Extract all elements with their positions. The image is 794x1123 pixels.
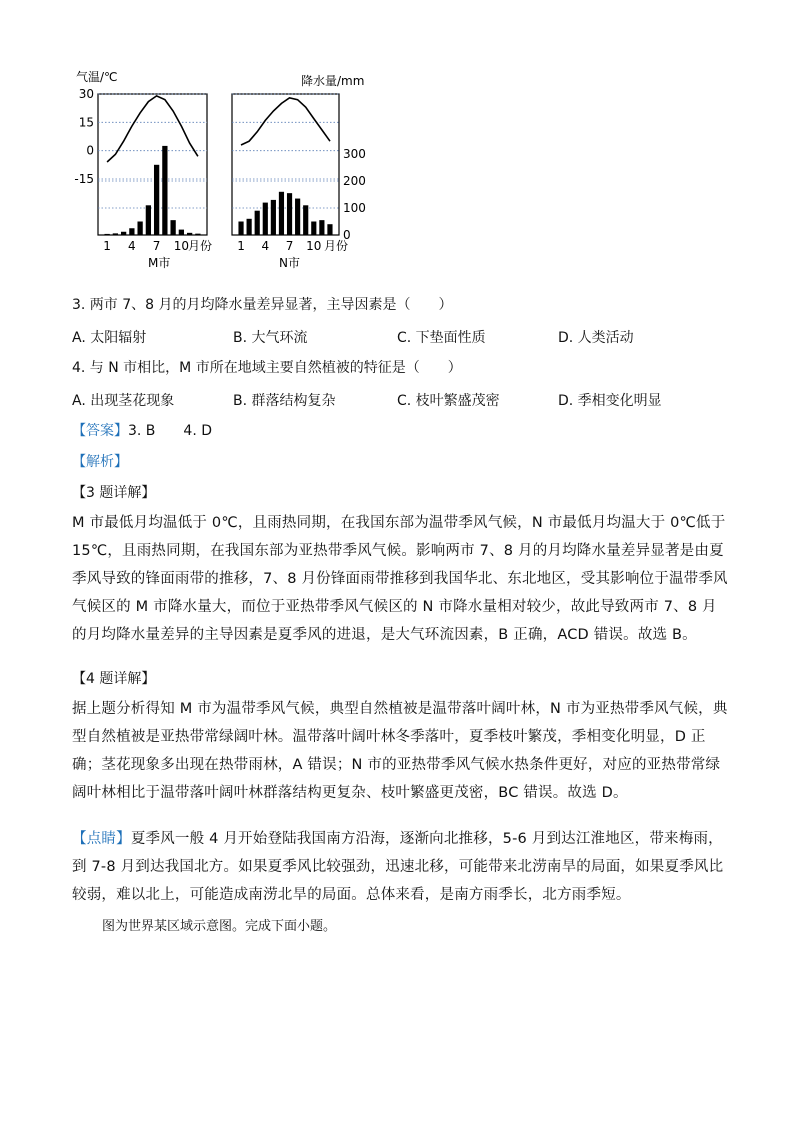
detail3-label: 【3 题详解】 — [72, 485, 156, 501]
chart-m-ytick-label: 15 — [78, 115, 94, 130]
chart-m-xtick-label: 7 — [152, 239, 161, 253]
chart-m-xtick-label: 4 — [128, 239, 136, 253]
chart-n-ylabel: 降水量/mm — [301, 74, 365, 88]
chart-n-precip-bar — [247, 219, 252, 235]
chart-m-precip-bar — [179, 230, 184, 235]
chart-n-xticks — [237, 239, 321, 253]
chart-n-precip-bar — [327, 224, 332, 235]
chart-n-bars — [238, 192, 332, 235]
chart-m-bars — [104, 146, 200, 235]
chart-m-ytick-label: 30 — [78, 87, 94, 101]
chart-n-title: N市 — [279, 256, 300, 270]
detail3-text: M 市最低月均温低于 0℃，且雨热同期，在我国东部为温带季风气候，N 市最低月均温大于 0℃低于 15℃，且雨热同期，在我国东部为亚热带季风气候。影响两市 7、8 月的月均降水量差异显著是由夏季风导致的锋面雨带的推移，7、8 月份锋面雨带推移到我国华北、东北地区，受其影响位于温带季风气候区的 M 市降水量大，而位于亚热带季风气候区的 N 市降水量相对较少，故此导致两市 7、8 月的月均降水量差异的主导因素是夏季风的进退，是大气环流因素，B 正确，ACD 错误。故选 B。 — [72, 515, 728, 643]
q4-option-a: A. 出现茎花现象 — [72, 393, 175, 409]
q3-stem: 3. 两市 7、8 月的月均降水量差异显著，主导因素是（ ） — [72, 297, 453, 313]
point-paragraph — [72, 825, 728, 909]
chart-n-precip-bar — [295, 199, 300, 235]
chart-m-ytick-label: 0 — [86, 143, 94, 158]
chart-m-temperature-line — [107, 96, 198, 162]
chart-n-yticks — [343, 147, 366, 242]
chart-n-city — [232, 73, 366, 270]
answer-line — [72, 421, 212, 441]
chart-m-xunit: 月份 — [188, 239, 213, 253]
chart-n-precip-bar — [287, 193, 292, 235]
analysis-label: 【解析】 — [72, 454, 128, 470]
chart-n-precip-bar — [279, 192, 284, 235]
chart-n-grid — [232, 94, 339, 208]
answer-label: 【答案】 — [72, 423, 128, 439]
chart-m-precip-bar — [104, 234, 109, 235]
chart-m-precip-bar — [129, 228, 134, 235]
chart-m-ytick-label: -15 — [74, 172, 94, 186]
chart-n-precip-bar — [255, 211, 260, 235]
answer-text: 3. B 4. D — [128, 423, 212, 439]
chart-n-temperature-line — [241, 98, 330, 145]
detail4-label: 【4 题详解】 — [72, 671, 156, 687]
chart-m-title: M市 — [148, 256, 171, 270]
chart-m-xticks — [103, 239, 189, 253]
next-intro: 图为世界某区域示意图。完成下面小题。 — [102, 919, 337, 934]
chart-m-precip-bar — [162, 146, 167, 235]
chart-n-xtick-label: 1 — [237, 239, 245, 253]
chart-m-precip-bar — [121, 232, 126, 235]
chart-m-city — [74, 69, 212, 270]
q4-option-c: C. 枝叶繁盛茂密 — [397, 393, 500, 409]
chart-m-frame — [98, 94, 207, 235]
q3-option-a: A. 太阳辐射 — [72, 330, 147, 346]
point-text: 夏季风一般 4 月开始登陆我国南方沿海，逐渐向北推移，5-6 月到达江淮地区，带来梅雨，到 7-8 月到达我国北方。如果夏季风比较强劲，迅速北移，可能带来北涝南旱的局面，如果夏季风比较弱，难以北上，可能造成南涝北旱的局面。总体来看，是南方雨季长，北方雨季短。 — [72, 831, 724, 903]
chart-m-yticks — [74, 87, 94, 186]
q3-option-c: C. 下垫面性质 — [397, 330, 486, 346]
chart-m-precip-bar — [195, 234, 200, 235]
chart-m-precip-bar — [113, 233, 118, 235]
chart-m-precip-bar — [187, 233, 192, 235]
chart-m-xtick-label: 10 — [173, 239, 190, 253]
chart-m-xtick-label: 1 — [103, 239, 111, 253]
q3-option-b: B. 大气环流 — [233, 330, 308, 346]
chart-n-ytick-label: 200 — [343, 174, 366, 188]
q4-option-d: D. 季相变化明显 — [558, 393, 662, 409]
chart-n-frame — [232, 94, 339, 235]
q4-stem: 4. 与 N 市相比，M 市所在地域主要自然植被的特征是（ ） — [72, 360, 462, 376]
chart-m-precip-bar — [137, 222, 142, 236]
climate-charts — [70, 66, 366, 276]
chart-n-precip-bar — [238, 222, 243, 236]
chart-n-ytick-label: 300 — [343, 147, 366, 161]
chart-n-precip-bar — [271, 200, 276, 235]
chart-n-xunit: 月份 — [324, 239, 349, 253]
chart-m-precip-bar — [170, 220, 175, 235]
chart-m-grid — [98, 94, 207, 208]
chart-m-precip-bar — [154, 165, 159, 235]
chart-n-precip-bar — [311, 222, 316, 236]
chart-m-ylabel: 气温/℃ — [76, 70, 118, 84]
chart-n-xtick-label: 4 — [261, 239, 270, 253]
chart-n-xtick-label: 7 — [285, 239, 294, 253]
chart-n-precip-bar — [319, 220, 324, 235]
chart-n-ytick-label: 100 — [343, 201, 366, 215]
detail4-text: 据上题分析得知 M 市为温带季风气候，典型自然植被是温带落叶阔叶林，N 市为亚热带季风气候，典型自然植被是亚热带常绿阔叶林。温带落叶阔叶林冬季落叶，夏季枝叶繁茂，季相变化明显，D 正确；茎花现象多出现在热带雨林，A 错误；N 市的亚热带季风气候水热条件更好，对应的亚热带常绿阔叶林相比于温带落叶阔叶林群落结构更复杂、枝叶繁盛更茂密，BC 错误。故选 D。 — [72, 701, 728, 801]
chart-m-precip-bar — [146, 205, 151, 235]
chart-n-precip-bar — [303, 205, 308, 235]
q3-option-d: D. 人类活动 — [558, 330, 634, 346]
chart-n-ytick-label: 0 — [343, 228, 351, 242]
chart-n-precip-bar — [263, 203, 268, 235]
chart-n-xtick-label: 10 — [306, 239, 322, 253]
q4-option-b: B. 群落结构复杂 — [233, 393, 336, 409]
point-label: 【点睛】 — [72, 831, 131, 847]
